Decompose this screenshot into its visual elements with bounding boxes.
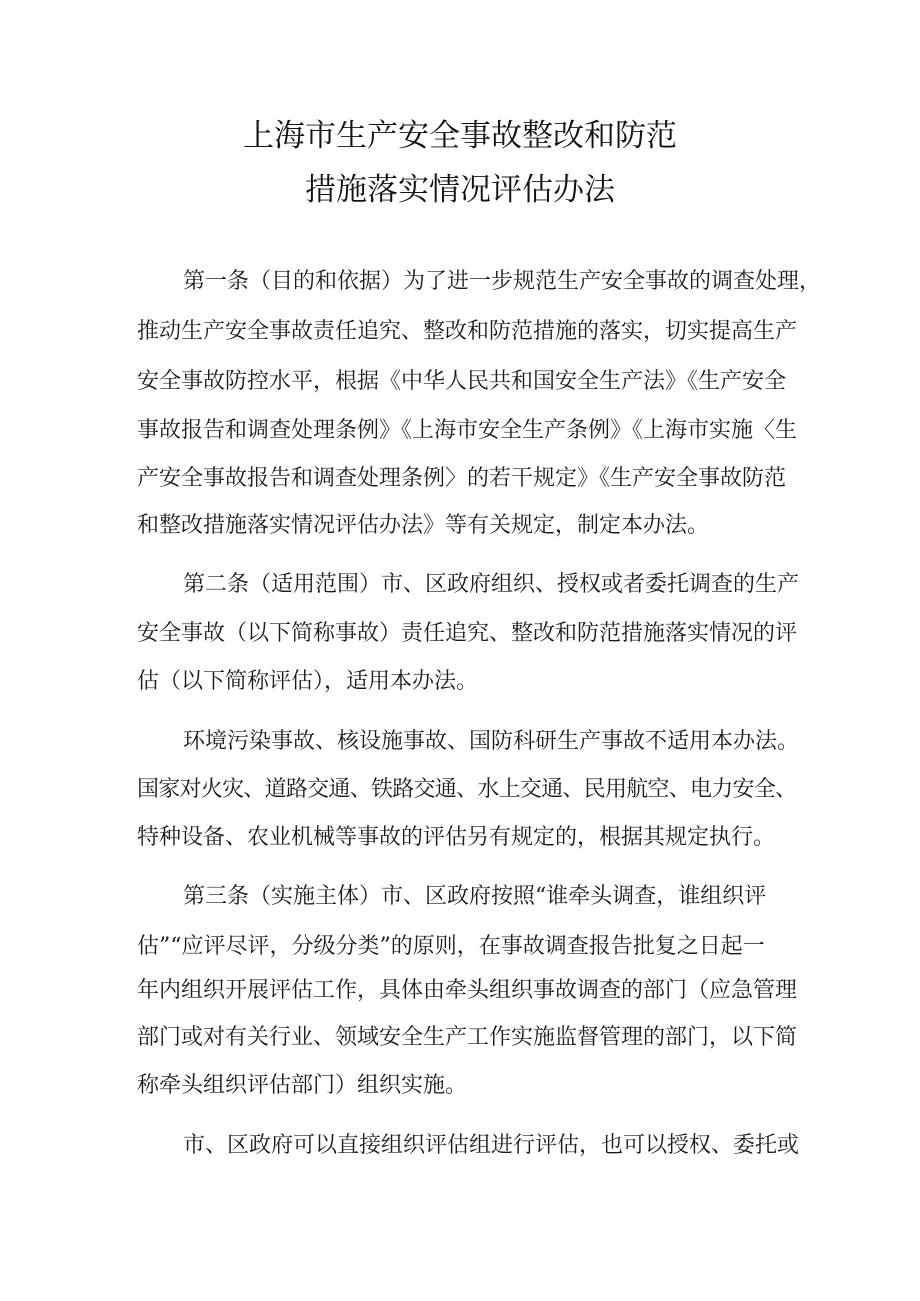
body-line: 称牵头组织评估部门）组织实施。: [137, 1073, 468, 1098]
body-line: 国家对火灾、道路交通、铁路交通、水上交通、民用航空、电力安全、: [137, 777, 797, 802]
document-title-line-1: 上海市生产安全事故整改和防范: [243, 118, 677, 154]
body-line: 部门或对有关行业、领域安全生产工作实施监督管理的部门，以下简: [137, 1025, 798, 1050]
body-line: 推动生产安全事故责任追究、整改和防范措施的落实，切实提高生产: [137, 319, 798, 344]
body-line: 年内组织开展评估工作，具体由牵头组织事故调查的部门（应急管理: [137, 978, 798, 1003]
body-line: 和整改措施落实情况评估办法》等有关规定，制定本办法。: [137, 513, 710, 538]
body-line: 安全事故（以下简称事故）责任追究、整改和防范措施落实情况的评: [137, 621, 798, 646]
body-line: 安全事故防控水平，根据《中华人民共和国安全生产法》《生产安全: [137, 369, 787, 394]
body-line: 估”“应评尽评，分级分类”的原则，在事故调查报告批复之日起一: [137, 934, 765, 959]
body-line: 市、区政府可以直接组织评估组进行评估，也可以授权、委托或: [183, 1133, 800, 1158]
body-line: 估（以下简称评估），适用本办法。: [137, 669, 479, 694]
body-line: 特种设备、农业机械等事故的评估另有规定的，根据其规定执行。: [137, 825, 776, 850]
body-line: 环境污染事故、核设施事故、国防科研生产事故不适用本办法。: [183, 729, 800, 754]
body-line: 事故报告和调查处理条例》《上海市安全生产条例》《上海市实施〈生: [137, 418, 798, 443]
document-title-line-2: 措施落实情况评估办法: [305, 172, 615, 208]
body-line: 产安全事故报告和调查处理条例〉的若干规定》《生产安全事故防范: [137, 466, 787, 491]
body-line: 第三条（实施主体）市、区政府按照“谁牵头调查，谁组织评: [183, 884, 767, 909]
body-line: 第一条（目的和依据）为了进一步规范生产安全事故的调查处理，: [183, 269, 822, 294]
body-line: 第二条（适用范围）市、区政府组织、授权或者委托调查的生产: [183, 572, 800, 597]
